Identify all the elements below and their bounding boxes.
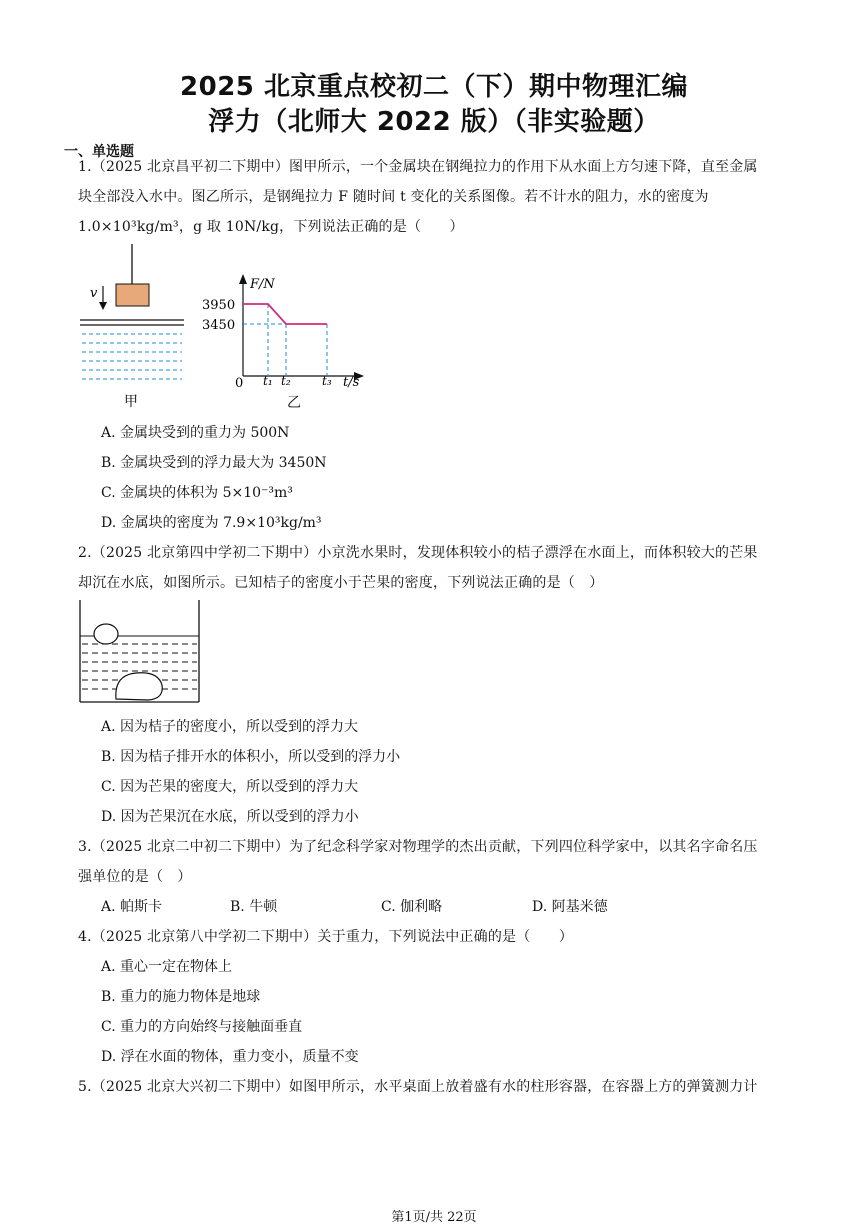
y-tick-3450: 3450 [202, 318, 236, 333]
force-series-line [243, 304, 327, 324]
figure-jia [78, 244, 190, 412]
figure-fruit-container [78, 600, 202, 704]
q3-line-1: 3.（2025 北京二中初二下期中）为了纪念科学家对物理学的杰出贡献，下列四位科学家中，以其名字命名压 [78, 839, 758, 855]
figure-yi-chart [198, 272, 370, 416]
figure-jia-caption: 甲 [124, 394, 138, 410]
q5-line-1: 5.（2025 北京大兴初二下期中）如图甲所示，水平桌面上放着盛有水的柱形容器，在容器上方的弹簧测力计 [78, 1079, 758, 1095]
mango-fruit [116, 673, 162, 700]
q3-option-d[interactable]: D. 阿基米德 [532, 899, 608, 915]
q2-option-b[interactable]: B. 因为桔子排开水的体积小，所以受到的浮力小 [101, 749, 401, 765]
page-footer: 第1页/共 22页 [391, 1210, 477, 1225]
q3-option-a[interactable]: A. 帕斯卡 [101, 899, 163, 915]
q1-option-c[interactable]: C. 金属块的体积为 5×10⁻³m³ [101, 485, 293, 501]
q3-option-c[interactable]: C. 伽利略 [381, 899, 443, 915]
metal-block [116, 284, 149, 306]
q1-option-a[interactable]: A. 金属块受到的重力为 500N [101, 425, 290, 441]
q4-option-d[interactable]: D. 浮在水面的物体，重力变小，质量不变 [101, 1049, 359, 1065]
q4-option-a[interactable]: A. 重心一定在物体上 [101, 959, 233, 975]
figure-yi-caption: 乙 [287, 395, 301, 411]
velocity-label: v [90, 286, 98, 301]
origin-label: 0 [235, 376, 244, 391]
q1-line-1: 1.（2025 北京昌平初二下期中）图甲所示，一个金属块在钢绳拉力的作用下从水面上方匀速下降，直至金属 [78, 159, 758, 175]
q1-option-b[interactable]: B. 金属块受到的浮力最大为 3450N [101, 455, 327, 471]
q1-line-3: 1.0×10³kg/m³，g 取 10N/kg，下列说法正确的是（ ） [78, 219, 464, 235]
q3-option-b[interactable]: B. 牛顿 [230, 899, 278, 915]
section-heading: 一、单选题 [64, 144, 134, 160]
q2-option-c[interactable]: C. 因为芒果的密度大，所以受到的浮力大 [101, 779, 359, 795]
x-tick-t3: t₃ [322, 374, 332, 388]
q3-line-2: 强单位的是（ ） [78, 869, 192, 885]
q1-option-d[interactable]: D. 金属块的密度为 7.9×10³kg/m³ [101, 515, 322, 531]
q2-option-d[interactable]: D. 因为芒果沉在水底，所以受到的浮力小 [101, 809, 359, 825]
x-tick-t1: t₁ [263, 374, 273, 388]
x-axis-label: t/s [343, 375, 360, 390]
x-tick-t2: t₂ [281, 374, 291, 388]
q2-option-a[interactable]: A. 因为桔子的密度小，所以受到的浮力大 [101, 719, 359, 735]
q4-option-c[interactable]: C. 重力的方向始终与接触面垂直 [101, 1019, 303, 1035]
q4-line-1: 4.（2025 北京第八中学初二下期中）关于重力，下列说法中正确的是（ ） [78, 929, 574, 945]
water-lines [82, 334, 182, 379]
document-subtitle: 浮力（北师大 2022 版）（非实验题） [208, 107, 660, 137]
document-title: 2025 北京重点校初二（下）期中物理汇编 [180, 72, 688, 102]
q1-line-2: 块全部没入水中。图乙所示，是钢绳拉力 F 随时间 t 变化的关系图像。若不计水的阻力，水的密度为 [78, 189, 709, 205]
y-axis-label: F/N [250, 277, 275, 292]
q2-line-2: 却沉在水底，如图所示。已知桔子的密度小于芒果的密度，下列说法正确的是（ ） [78, 575, 604, 591]
q4-option-b[interactable]: B. 重力的施力物体是地球 [101, 989, 261, 1005]
orange-fruit [94, 624, 118, 644]
q2-line-1: 2.（2025 北京第四中学初二下期中）小京洗水果时，发现体积较小的桔子漂浮在水面上，而体积较大的芒果 [78, 545, 758, 561]
y-tick-3950: 3950 [202, 298, 236, 313]
